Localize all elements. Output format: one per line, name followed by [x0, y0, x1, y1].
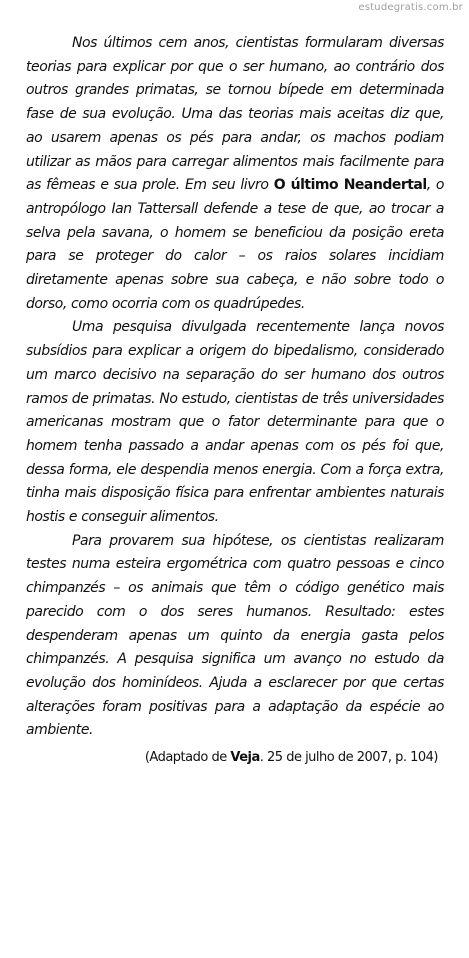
source-citation — [145, 749, 438, 767]
paragraph-1-text-cont: , o antropólogo Ian Tattersall defende a tese de que, ao trocar a selva pela savana, o homem se beneficiou da posição ereta para se proteger do calor – os raios solares incidiam diretamente apenas sobre sua cabeça, e não sobre todo o dorso, como ocorria com os quadrúpedes. — [26, 177, 444, 312]
article-text — [26, 32, 444, 743]
paragraph-1 — [26, 32, 444, 316]
source-prefix: (Adaptado de — [144, 750, 231, 765]
paragraph-3: Para provarem sua hipótese, os cientistas realizaram testes numa esteira ergométrica com quatro pessoas e cinco chimpanzés – os animais que têm o código genético mais parecido com o dos seres humanos. Resultado: estes despenderam apenas um quinto da energia gasta pelos chimpanzés. A pesquisa significa um avanço no estudo da evolução dos hominídeos. Ajuda a esclarecer por que certas alterações foram positivas para a adaptação da espécie ao ambiente. — [26, 532, 444, 739]
source-suffix: . 25 de julho de 2007, p. 104) — [259, 750, 438, 765]
book-title: O último Neandertal — [273, 177, 427, 194]
source-magazine: Veja — [230, 750, 260, 765]
site-watermark: estudegratis.com.br — [358, 2, 463, 13]
paragraph-2: Uma pesquisa divulgada recentemente lança novos subsídios para explicar a origem do bipedalismo, considerado um marco decisivo na separação do ser humano dos outros ramos de primatas. No estudo, cientistas de três universidades americanas mostram que o fator determinante para que o homem tenha passado a andar apenas com os pés foi que, dessa forma, ele despendia menos energia. Com a força extra, tinha mais disposição física para enfrentar ambientes naturais hostis e conseguir alimentos. — [26, 319, 444, 526]
paragraph-1-text: Nos últimos cem anos, cientistas formularam diversas teorias para explicar por que o ser humano, ao contrário dos outros grandes primatas, se tornou bípede em determinada fase de sua evolução. Uma das teorias mais aceitas diz que, ao usarem apenas os pés para andar, os machos podiam utilizar as mãos para carregar alimentos mais facilmente para as fêmeas e sua prole. Em seu livro — [26, 35, 444, 194]
